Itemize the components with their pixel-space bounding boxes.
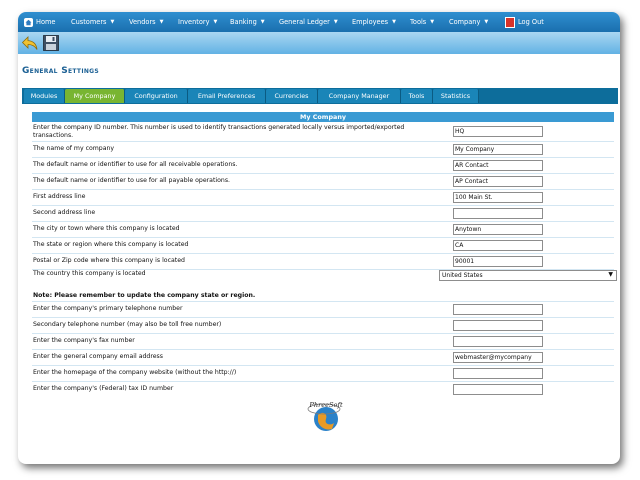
field-label: First address line	[33, 193, 86, 200]
address2-input[interactable]	[453, 208, 543, 219]
settings-tabs	[22, 88, 618, 104]
tab-configuration[interactable]: Configuration	[125, 89, 188, 103]
menu-home-label: Home	[36, 18, 56, 26]
form-row-company-name	[32, 142, 614, 158]
form-row-state	[32, 238, 614, 254]
tab-modules[interactable]: Modules	[24, 89, 65, 103]
top-menu-bar	[18, 12, 620, 32]
ap-contact-input[interactable]	[453, 176, 543, 187]
form-row-payable-contact	[32, 174, 614, 190]
menu-logout[interactable]	[505, 16, 544, 28]
field-label: The default name or identifier to use for all payable operations.	[33, 177, 231, 184]
menu-tools-label: Tools	[410, 18, 427, 26]
state-input[interactable]	[453, 240, 543, 251]
chevron-down-icon: ▼	[159, 19, 164, 25]
field-label: Enter the company's primary telephone number	[33, 305, 183, 312]
back-arrow-icon	[21, 34, 39, 52]
form-row-postal-code	[32, 254, 614, 270]
field-label: Secondary telephone number (may also be toll free number)	[33, 321, 222, 328]
save-button[interactable]	[42, 34, 60, 52]
logout-icon	[505, 17, 515, 28]
country-select[interactable]	[439, 270, 617, 281]
menu-banking-label: Banking	[230, 18, 257, 26]
chevron-down-icon: ▼	[392, 19, 396, 25]
field-label: Enter the homepage of the company website (without the http://)	[33, 369, 237, 376]
city-input[interactable]	[453, 224, 543, 235]
menu-logout-label: Log Out	[518, 18, 544, 26]
address1-input[interactable]	[453, 192, 543, 203]
field-label: Enter the general company email address	[33, 353, 164, 360]
country-select-value: United States	[442, 272, 483, 279]
chevron-down-icon: ▼	[260, 19, 265, 25]
form-row-website	[32, 366, 614, 382]
form-row-fax	[32, 334, 614, 350]
field-label: Enter the company ID number. This number is used to identify transactions generated locally versus imported/exported transactions.	[33, 124, 405, 139]
dropdown-arrow-icon: ▼	[608, 271, 613, 278]
field-label: Enter the company's fax number	[33, 337, 135, 344]
tab-statistics[interactable]: Statistics	[433, 89, 479, 103]
menu-inventory-label: Inventory	[178, 18, 210, 26]
toolbar	[18, 32, 620, 54]
chevron-down-icon: ▼	[333, 19, 338, 25]
form-row-address2	[32, 206, 614, 222]
tab-tools[interactable]: Tools	[401, 89, 433, 103]
field-label: The name of my company	[33, 145, 115, 152]
form-row-email	[32, 350, 614, 366]
field-label: The default name or identifier to use for all receivable operations.	[33, 161, 238, 168]
form-row-receivable-contact	[32, 158, 614, 174]
form-row-address1	[32, 190, 614, 206]
phone2-input[interactable]	[453, 320, 543, 331]
chevron-down-icon: ▼	[430, 19, 435, 25]
postal-code-input[interactable]	[453, 256, 543, 267]
company-id-input[interactable]	[453, 126, 543, 137]
home-icon	[24, 18, 33, 27]
menu-banking[interactable]	[230, 16, 265, 28]
fax-input[interactable]	[453, 336, 543, 347]
menu-employees-label: Employees	[352, 18, 389, 26]
field-label: Enter the company's (Federal) tax ID number	[33, 385, 174, 392]
state-update-note: Note: Please remember to update the company state or region.	[33, 292, 256, 299]
form-row-phone2	[32, 318, 614, 334]
menu-general-ledger-label: General Ledger	[279, 18, 330, 26]
menu-tools[interactable]	[410, 16, 434, 28]
field-label: The city or town where this company is located	[33, 225, 180, 232]
menu-inventory[interactable]	[178, 16, 217, 28]
menu-employees[interactable]	[352, 16, 396, 28]
tab-currencies[interactable]: Currencies	[266, 89, 318, 103]
app-window	[18, 12, 620, 464]
page-title: General Settings	[22, 66, 100, 76]
panel-header: My Company	[32, 112, 614, 122]
tab-email-preferences[interactable]: Email Preferences	[188, 89, 266, 103]
chevron-down-icon: ▼	[110, 19, 115, 25]
menu-vendors[interactable]	[129, 16, 163, 28]
menu-home[interactable]	[24, 16, 55, 28]
field-label: Second address line	[33, 209, 96, 216]
menu-customers[interactable]	[71, 16, 114, 28]
menu-customers-label: Customers	[71, 18, 107, 26]
phone1-input[interactable]	[453, 304, 543, 315]
field-label: The state or region where this company is located	[33, 241, 189, 248]
ar-contact-input[interactable]	[453, 160, 543, 171]
tab-my-company[interactable]: My Company	[65, 89, 125, 103]
tab-company-manager[interactable]: Company Manager	[318, 89, 401, 103]
form-row-city	[32, 222, 614, 238]
phreesoft-logo	[304, 393, 348, 437]
back-button[interactable]	[21, 34, 39, 52]
menu-general-ledger[interactable]	[279, 16, 338, 28]
menu-vendors-label: Vendors	[129, 18, 156, 26]
logo-text: PhreeSoft	[309, 401, 343, 409]
tax-id-input[interactable]	[453, 384, 543, 395]
form-row-company-id	[32, 123, 614, 142]
field-label: The country this company is located	[33, 270, 146, 277]
floppy-disk-icon	[42, 34, 60, 52]
chevron-down-icon: ▼	[484, 19, 489, 25]
form-row-phone1	[32, 302, 614, 318]
chevron-down-icon: ▼	[213, 19, 218, 25]
email-input[interactable]	[453, 352, 543, 363]
menu-company[interactable]	[449, 16, 488, 28]
website-input[interactable]	[453, 368, 543, 379]
menu-company-label: Company	[449, 18, 481, 26]
globe-logo-icon	[304, 393, 348, 437]
field-label: Postal or Zip code where this company is located	[33, 257, 185, 264]
company-name-input[interactable]	[453, 144, 543, 155]
